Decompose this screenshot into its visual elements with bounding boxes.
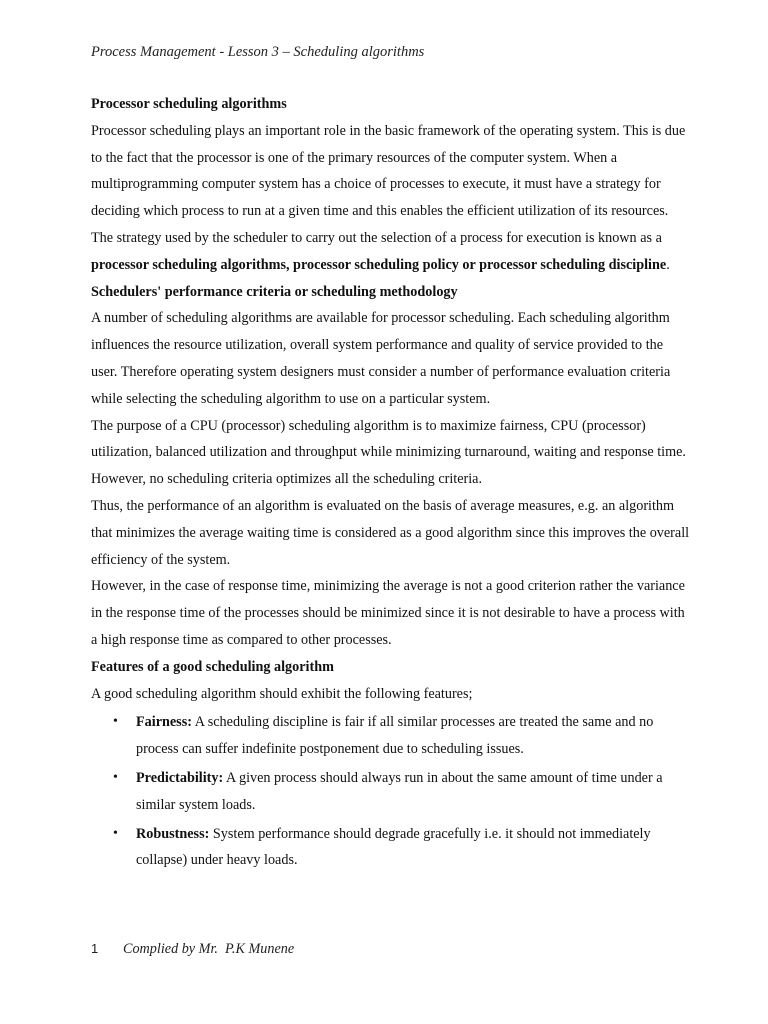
paragraph-number-of-algorithms: A number of scheduling algorithms are available for processor scheduling. Each scheduling algorithm influences the resource utilization, overall system performance and quality of service provided to the user. Therefore operating system designers must consider a number of performance evaluation criteria while selecting the scheduling algorithm to use on a particular system. [91, 310, 671, 407]
bullet-icon: • [113, 714, 118, 730]
bullet-icon: • [113, 769, 118, 785]
author-credit: Complied by Mr. P.K Munene [123, 941, 295, 957]
paragraph-end: . [666, 256, 670, 273]
section-heading-performance-criteria: Schedulers' performance criteria or scheduling methodology [91, 283, 458, 300]
paragraph-response-time-variance: However, in the case of response time, minimizing the average is not a good criterion rather the variance in the response time of the processes should be minimized since it is not desirable to have a process with a high response time as compared to other processes. [91, 578, 685, 648]
page-number: 1 [91, 941, 99, 956]
page-header: Process Management - Lesson 3 – Scheduling algorithms [91, 44, 425, 60]
features-list [91, 709, 691, 874]
paragraph-text: Processor scheduling plays an important role in the basic framework of the operating system. This is due to the fact that the processor is one of the primary resources of the computer system. When a multiprogramming computer system has a choice of processes to execute, it must have a strategy for deciding which process to run at a given time and this enables the efficient utilization of its resources. The strategy used by the scheduler to carry out the selection of a process for execution is known as a [91, 122, 686, 246]
page-footer [91, 941, 294, 958]
list-item-fairness [91, 709, 691, 763]
section-heading-processor-scheduling: Processor scheduling algorithms [91, 96, 287, 112]
list-item-robustness [91, 821, 691, 875]
feature-term: Robustness: [136, 825, 210, 842]
section-heading-good-algorithm-features: Features of a good scheduling algorithm [91, 658, 334, 675]
bold-term-scheduling-algorithms: processor scheduling algorithms, processor scheduling policy or processor scheduling discipline [91, 256, 667, 273]
paragraph-processor-scheduling [91, 118, 691, 279]
feature-description: A given process should always run in about the same amount of time under a similar system loads. [136, 769, 663, 813]
feature-term: Fairness: [136, 714, 192, 731]
feature-description: System performance should degrade gracefully i.e. it should not immediately collapse) under heavy loads. [136, 825, 651, 869]
feature-description: A scheduling discipline is fair if all similar processes are treated the same and no process can suffer indefinite postponement due to scheduling issues. [136, 714, 654, 758]
feature-term: Predictability: [136, 769, 224, 786]
paragraph-purpose-of-cpu-scheduling: The purpose of a CPU (processor) scheduling algorithm is to maximize fairness, CPU (processor) utilization, balanced utilization and throughput while minimizing turnaround, waiting and response time. However, no scheduling criteria optimizes all the scheduling criteria. [91, 417, 686, 488]
page-body [91, 91, 691, 874]
paragraph-average-measures: Thus, the performance of an algorithm is evaluated on the basis of average measures, e.g. an algorithm that minimizes the average waiting time is considered as a good algorithm since this improves the overall efficiency of the system. [91, 497, 690, 568]
paragraph-features-intro: A good scheduling algorithm should exhibit the following features; [91, 685, 473, 702]
bullet-icon: • [113, 825, 118, 841]
list-item-predictability [91, 765, 691, 819]
